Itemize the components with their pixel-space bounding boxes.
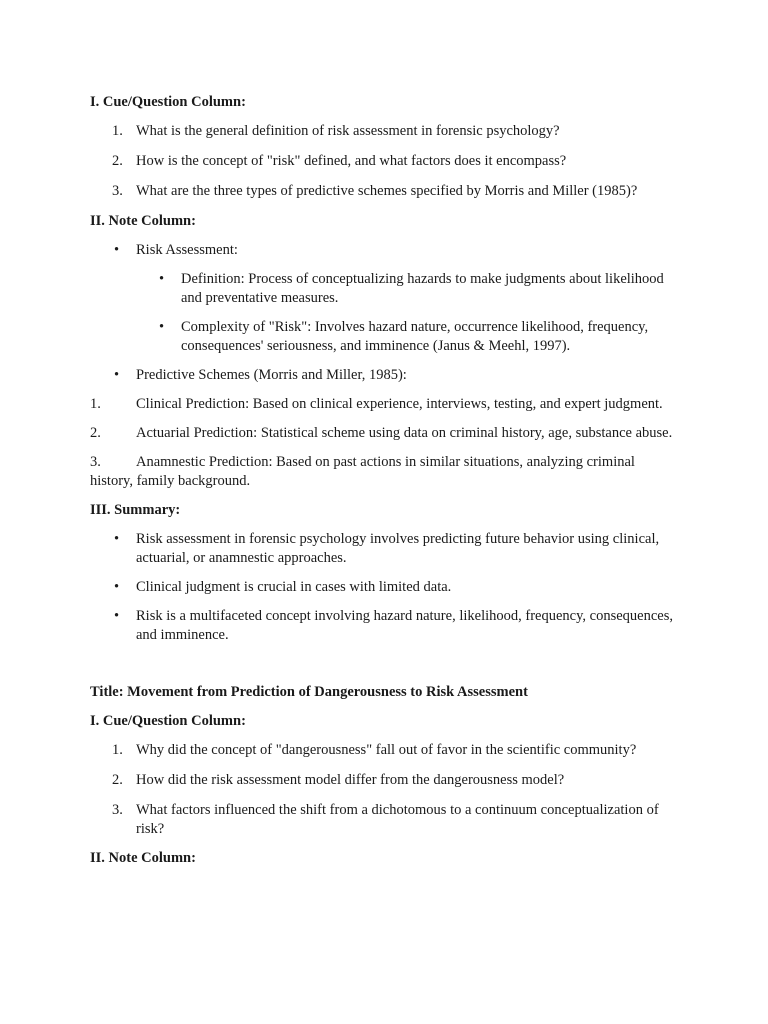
bullet-icon: • [159,319,165,335]
bullet-icon: • [159,271,165,287]
list-item: • Risk Assessment: • Definition: Process of conceptualizing hazards to make judgments about likelihood and preventative measures. • Complexity of "Risk": Involves hazard nature, occurrence likelihood, frequency, consequences' seriousness, and imminence (Janus & Meehl, 1997). [90,241,680,356]
sub-note-list [136,270,680,356]
list-item: • Definition: Process of conceptualizing hazards to make judgments about likelihood and preventative measures. [159,271,664,306]
list-item: • Clinical judgment is crucial in cases with limited data. [114,579,452,595]
list-item: • Risk is a multifaceted concept involving hazard nature, likelihood, frequency, consequences, and imminence. [114,608,673,643]
list-item: 1. Why did the concept of "dangerousness" fall out of favor in the scientific community? [112,742,637,758]
cue-column-heading: I. Cue/Question Column: [90,94,246,110]
note-column-heading: II. Note Column: [90,850,196,866]
bullet-icon: • [114,531,120,547]
bullet-icon: • [114,608,120,624]
list-item: 3. What factors influenced the shift from a dichotomous to a continuum conceptualization of risk? [112,802,659,837]
bullet-icon: • [114,579,120,595]
note-column-heading: II. Note Column: [90,213,196,229]
summary-list [90,530,680,645]
list-item: • Complexity of "Risk": Involves hazard nature, occurrence likelihood, frequency, consequences' seriousness, and imminence (Janus & Meehl, 1997). [159,319,649,354]
scheme-paragraph: 2. Actuarial Prediction: Statistical scheme using data on criminal history, age, substance abuse. [90,425,673,441]
section-spacer [90,655,680,683]
list-item: 3. What are the three types of predictive schemes specified by Morris and Miller (1985)? [112,183,638,199]
cue-column-heading: I. Cue/Question Column: [90,713,246,729]
list-item: • Predictive Schemes (Morris and Miller, 1985): [114,367,407,383]
scheme-paragraph: 3. Anamnestic Prediction: Based on past actions in similar situations, analyzing criminal history, family background. [90,454,635,489]
scheme-paragraph: 1. Clinical Prediction: Based on clinical experience, interviews, testing, and expert judgment. [90,396,663,412]
section-title: Title: Movement from Prediction of Dangerousness to Risk Assessment [90,684,528,700]
bullet-icon: • [114,367,120,383]
bullet-icon: • [114,242,120,258]
cue-question-list [90,741,680,839]
list-item: • Risk assessment in forensic psychology involves predicting future behavior using clinical, actuarial, or anamnestic approaches. [114,531,660,566]
note-list [90,241,680,385]
cue-question-list [90,122,680,201]
document-page [90,93,680,878]
list-item: 2. How is the concept of "risk" defined, and what factors does it encompass? [112,153,567,169]
list-item: 2. How did the risk assessment model differ from the dangerousness model? [112,772,565,788]
summary-heading: III. Summary: [90,502,181,518]
list-item: 1. What is the general definition of risk assessment in forensic psychology? [112,123,560,139]
